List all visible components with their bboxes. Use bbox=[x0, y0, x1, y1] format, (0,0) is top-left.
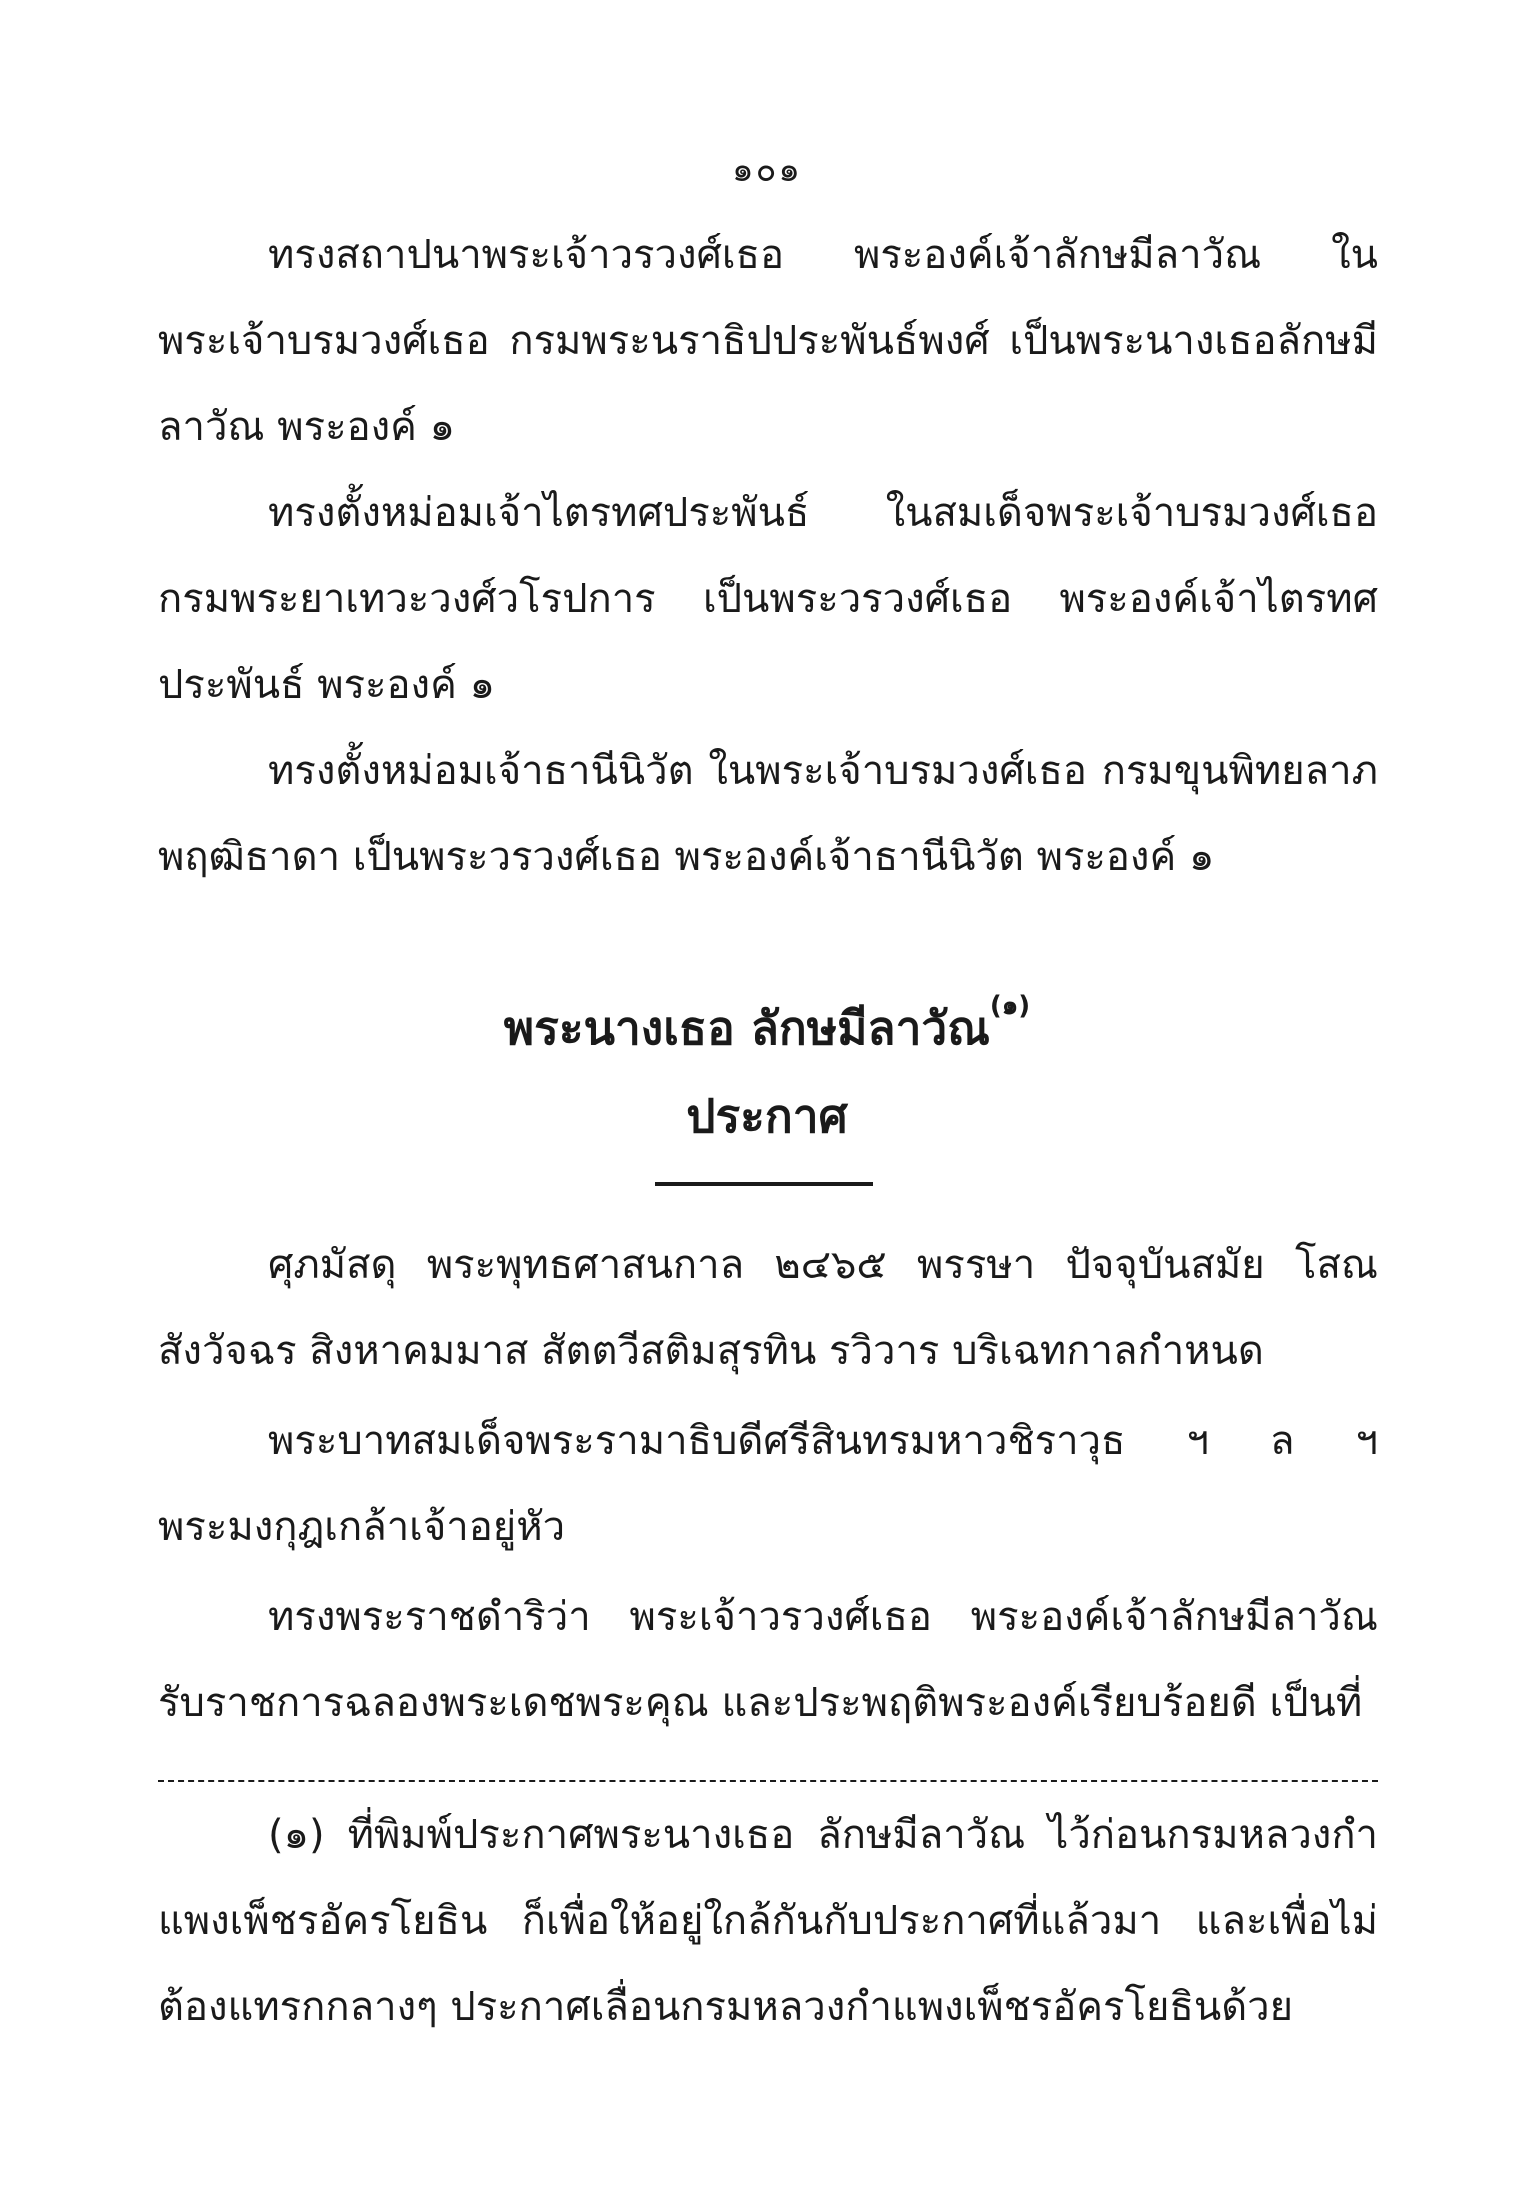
announcement-title bbox=[0, 985, 1534, 1065]
intro-paragraph-2: ทรงตั้งหม่อมเจ้าไตรทศประพันธ์ ในสมเด็จพระเจ้าบรมวงศ์เธอกรมพระยาเทวะวงศ์วโรปการ เป็นพระวรวงศ์เธอ พระองค์เจ้าไตรทศประพันธ์ พระองค์ ๑ bbox=[158, 490, 1378, 708]
body-paragraph-2: พระบาทสมเด็จพระรามาธิบดีศรีสินทรมหาวชิราวุธ ฯ ล ฯ พระมงกุฎเกล้าเจ้าอยู่หัว bbox=[158, 1418, 1378, 1550]
intro-paragraph-3: ทรงตั้งหม่อมเจ้าธานีนิวัต ในพระเจ้าบรมวงศ์เธอ กรมขุนพิทยลาภพฤฒิธาดา เป็นพระวรวงศ์เธอ พระองค์เจ้าธานีนิวัต พระองค์ ๑ bbox=[158, 748, 1378, 880]
announcement-subtitle: ประกาศ bbox=[686, 1089, 848, 1143]
footnote: (๑) ที่พิมพ์ประกาศพระนางเธอ ลักษมีลาวัณ ไว้ก่อนกรมหลวงกำแพงเพ็ชรอัครโยธิน ก็เพื่อให้อยู่ใกล้กันกับประกาศที่แล้วมา และเพื่อไม่ต้องแทรกกลางๆ ประกาศเลื่อนกรมหลวงกำแพงเพ็ชรอัครโยธินด้วย bbox=[158, 1812, 1378, 2030]
body-paragraph-3: ทรงพระราชดำริว่า พระเจ้าวรวงศ์เธอ พระองค์เจ้าลักษมีลาวัณ รับราชการฉลองพระเดชพระคุณ และประพฤติพระองค์เรียบร้อยดี เป็นที่ bbox=[158, 1594, 1378, 1726]
title-text: พระนางเธอ ลักษมีลาวัณ bbox=[503, 1001, 990, 1055]
body-paragraph-1: ศุภมัสดุ พระพุทธศาสนกาล ๒๔๖๕ พรรษา ปัจจุบันสมัย โสณสังวัจฉร สิงหาคมมาส สัตตวีสติมสุรทิน รวิวาร บริเฉทกาลกำหนด bbox=[158, 1242, 1378, 1374]
title-divider bbox=[655, 1182, 873, 1186]
footnote-marker: (๑) bbox=[989, 991, 1031, 1021]
page-number: ๑๐๑ bbox=[732, 150, 802, 190]
intro-paragraph-1: ทรงสถาปนาพระเจ้าวรวงศ์เธอ พระองค์เจ้าลักษมีลาวัณ ในพระเจ้าบรมวงศ์เธอ กรมพระนราธิปประพันธ์พงศ์ เป็นพระนางเธอลักษมีลาวัณ พระองค์ ๑ bbox=[158, 232, 1378, 450]
footnote-divider bbox=[158, 1780, 1378, 1782]
